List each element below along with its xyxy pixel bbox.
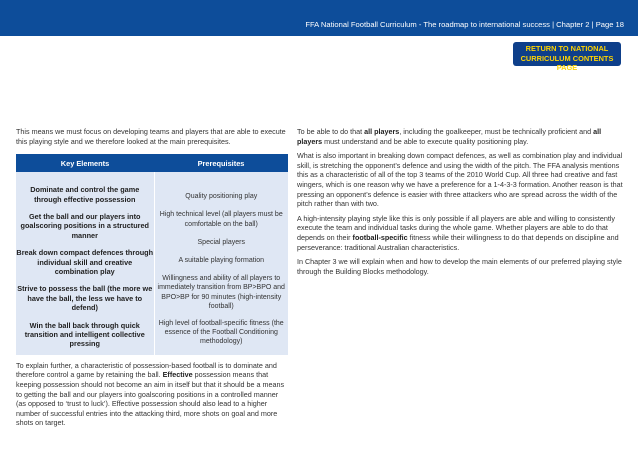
text-run: To explain further, a characteristic of possession-based football is to dominate and therefore control a game by retaining the ball. [16, 360, 277, 380]
key-element-item: Win the ball back through quick transition and intelligent collective pressing [24, 320, 145, 349]
right-column [297, 127, 623, 281]
key-element-item: Dominate and control the game through effective possession [30, 185, 140, 204]
text-run: , including the goalkeeper, must be technically proficient and [399, 127, 594, 136]
key-element-item: Break down compact defences through individual skill and creative combination play [16, 248, 154, 277]
width-paragraph: What is also important in breaking down compact defences, as well as combination play and individual skill, is stretching the opponent’s defence and using the width of the pitch. The FFA analysis mentions this as a characteristic of all of the top 3 teams of the 2010 World Cup. All three had creative and fast wingers, which is one reason why we have a preference for a 1-4-3-3 formation. Another reason is that pressing an opponent’s defence is easier with three attackers who are spread across the width of the pitch rather than with two. [297, 151, 623, 209]
return-button-line-1: RETURN TO NATIONAL [525, 44, 609, 53]
prerequisite-item: Special players [197, 238, 245, 246]
prerequisite-item: Willingness and ability of all players to immediately transition from BP>BPO and BPO>BP for 90 minutes (high-intensity football) [157, 275, 285, 310]
emphasis-text: all players [364, 127, 400, 136]
table-header-key-elements: Key Elements [16, 154, 154, 172]
emphasis-text: Effective [162, 370, 193, 380]
prerequisite-item: Quality positioning play [185, 193, 258, 201]
prerequisites-table [16, 154, 288, 355]
header-bar [0, 0, 638, 36]
intensity-paragraph [297, 214, 623, 252]
emphasis-text: football-specific [352, 232, 408, 242]
return-button-line-2: CURRICULUM CONTENTS PAGE [520, 53, 614, 72]
technical-paragraph [297, 127, 623, 146]
text-run: must understand and be able to execute quality positioning play. [322, 136, 529, 146]
return-to-contents-button[interactable] [513, 42, 621, 72]
intro-paragraph: This means we must focus on developing teams and players that are able to execute this playing style and we therefore looked at the main prerequisites. [16, 127, 286, 146]
text-run: fitness while their willingness to do that depends on discipline and perseverance: traditional Australian characteristics. [297, 232, 619, 252]
text-run: A high-intensity playing style like this is only possible if all players are able and willing to consistently execute the team and individual tasks during the whole game. Whether players are able to do that depends on their [297, 213, 616, 242]
key-element-item: Get the ball and our players into goalscoring positions in a structured manner [20, 212, 150, 240]
chapter3-paragraph: In Chapter 3 we will explain when and how to develop the main elements of our preferred playing style through the Building Blocks methodology. [297, 257, 622, 276]
possession-paragraph [16, 361, 288, 428]
key-elements-cell [16, 172, 154, 355]
key-element-item: Strive to possess the ball (the more we have the ball, the less we have to defend) [17, 284, 153, 313]
text-run: To be able to do that [297, 127, 365, 136]
table-header-prerequisites: Prerequisites [154, 154, 288, 172]
prerequisites-cell [154, 172, 288, 355]
left-column [16, 127, 288, 433]
emphasis-text: all players [297, 127, 602, 146]
prerequisite-item: A suitable playing formation [178, 257, 265, 264]
prerequisite-item: High technical level (all players must be comfortable on the ball) [159, 211, 283, 228]
page-header-title: FFA National Football Curriculum - The roadmap to international success | Chapter 2 | Page 18 [305, 20, 624, 29]
text-run: possession means that keeping possession should not become an aim in itself but that it should be a means to getting the ball and our players into goalscoring positions in a controlled manner (as opposed to ‘trust to luck’). Effective possession should also lead to a higher number of successful entries into the attacking third, more shots on goal and more shots on target. [16, 370, 285, 428]
prerequisite-item: High level of football-specific fitness (the essence of the Football Conditioning methodology) [158, 320, 284, 346]
